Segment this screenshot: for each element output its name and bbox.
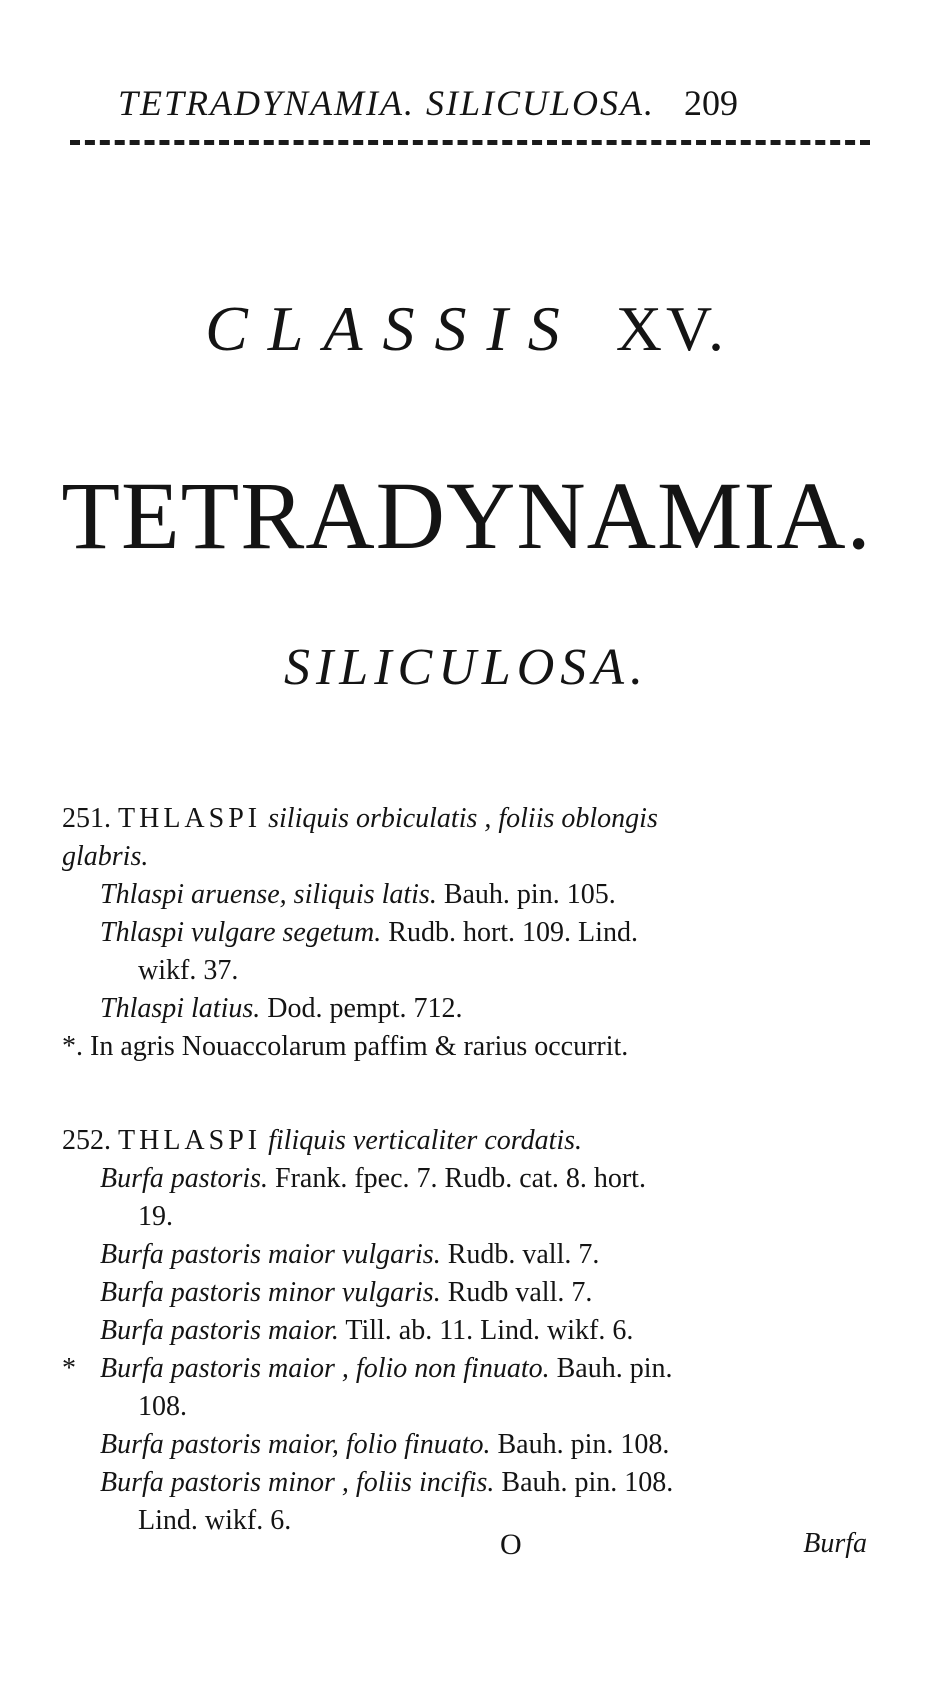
classis-heading bbox=[0, 292, 933, 366]
order-name-heading: SILICULOSA. bbox=[283, 639, 650, 696]
entry-number: 252. bbox=[62, 1125, 111, 1156]
synonym-reference-continuation: 19. bbox=[138, 1201, 173, 1232]
synonym-reference: Bauh. pin. bbox=[556, 1353, 673, 1384]
page-number: 209 bbox=[684, 83, 739, 123]
synonym-reference: Bauh. pin. 108. bbox=[501, 1467, 674, 1498]
entry-251 bbox=[62, 800, 870, 1066]
catchword: Burfa bbox=[803, 1528, 867, 1559]
header-rule bbox=[70, 140, 870, 145]
running-header bbox=[118, 82, 878, 124]
running-title: TETRADYNAMIA. SILICULOSA. bbox=[118, 83, 656, 123]
genus-name: THLASPI bbox=[118, 803, 262, 834]
diagnosis: filiquis verticaliter cordatis. bbox=[268, 1125, 583, 1156]
synonym-reference: Rudb. hort. 109. Lind. bbox=[388, 917, 638, 948]
synonym-line bbox=[62, 914, 870, 952]
entry-252 bbox=[62, 1122, 870, 1540]
genus-name: THLASPI bbox=[118, 1125, 262, 1156]
synonym-line bbox=[62, 1350, 870, 1388]
synonym-name: Burfa pastoris minor , foliis incifis. bbox=[100, 1467, 495, 1498]
entry-heading-line bbox=[62, 1122, 870, 1160]
synonym-line bbox=[62, 876, 870, 914]
synonym-name: Burfa pastoris. bbox=[100, 1163, 269, 1194]
habitat-text: In agris Nouaccolarum paffim & rarius occurrit. bbox=[90, 1031, 629, 1062]
synonym-reference-continuation: wikf. 37. bbox=[138, 955, 239, 986]
synonym-line bbox=[62, 1464, 870, 1502]
synonym-reference: Bauh. pin. 108. bbox=[497, 1429, 670, 1460]
synonym-reference: Till. ab. 11. Lind. wikf. 6. bbox=[345, 1315, 634, 1346]
synonym-name: Burfa pastoris maior, folio finuato. bbox=[100, 1429, 491, 1460]
synonym-mark: * bbox=[62, 1353, 76, 1384]
synonym-name: Thlaspi vulgare segetum. bbox=[100, 917, 382, 948]
synonym-line bbox=[62, 990, 870, 1028]
synonym-reference: Rudb vall. 7. bbox=[447, 1277, 593, 1308]
habitat-mark: *. bbox=[62, 1031, 83, 1062]
synonym-name: Burfa pastoris maior , folio non finuato. bbox=[100, 1353, 550, 1384]
synonym-line bbox=[62, 1312, 870, 1350]
synonym-reference: Rudb. vall. 7. bbox=[447, 1239, 600, 1270]
diagnosis: siliquis orbiculatis , foliis oblongis bbox=[268, 803, 658, 834]
classis-label: CLASSIS bbox=[205, 293, 580, 364]
synonym-name: Burfa pastoris minor vulgaris. bbox=[100, 1277, 441, 1308]
synonym-line bbox=[62, 1274, 870, 1312]
synonym-line bbox=[62, 1160, 870, 1198]
classis-number: XV. bbox=[615, 293, 728, 364]
synonym-reference: Bauh. pin. 105. bbox=[443, 879, 616, 910]
synonym-reference-continuation: Lind. wikf. 6. bbox=[138, 1505, 292, 1536]
synonym-name: Thlaspi aruense, siliquis latis. bbox=[100, 879, 437, 910]
synonym-reference: Frank. fpec. 7. Rudb. cat. 8. hort. bbox=[275, 1163, 646, 1194]
synonym-name: Thlaspi latius. bbox=[100, 993, 261, 1024]
entry-number: 251. bbox=[62, 803, 111, 834]
synonym-line bbox=[62, 1236, 870, 1274]
entry-heading-line bbox=[62, 800, 870, 838]
synonym-name: Burfa pastoris maior vulgaris. bbox=[100, 1239, 441, 1270]
synonym-reference-continuation: 108. bbox=[138, 1391, 187, 1422]
class-name-heading: TETRADYNAMIA. bbox=[61, 462, 872, 569]
habitat-line bbox=[62, 1028, 870, 1066]
synonym-reference: Dod. pempt. 712. bbox=[267, 993, 463, 1024]
synonym-line bbox=[62, 1426, 870, 1464]
signature-mark: O bbox=[500, 1528, 522, 1561]
diagnosis-continuation: glabris. bbox=[62, 841, 149, 872]
synonym-name: Burfa pastoris maior. bbox=[100, 1315, 339, 1346]
